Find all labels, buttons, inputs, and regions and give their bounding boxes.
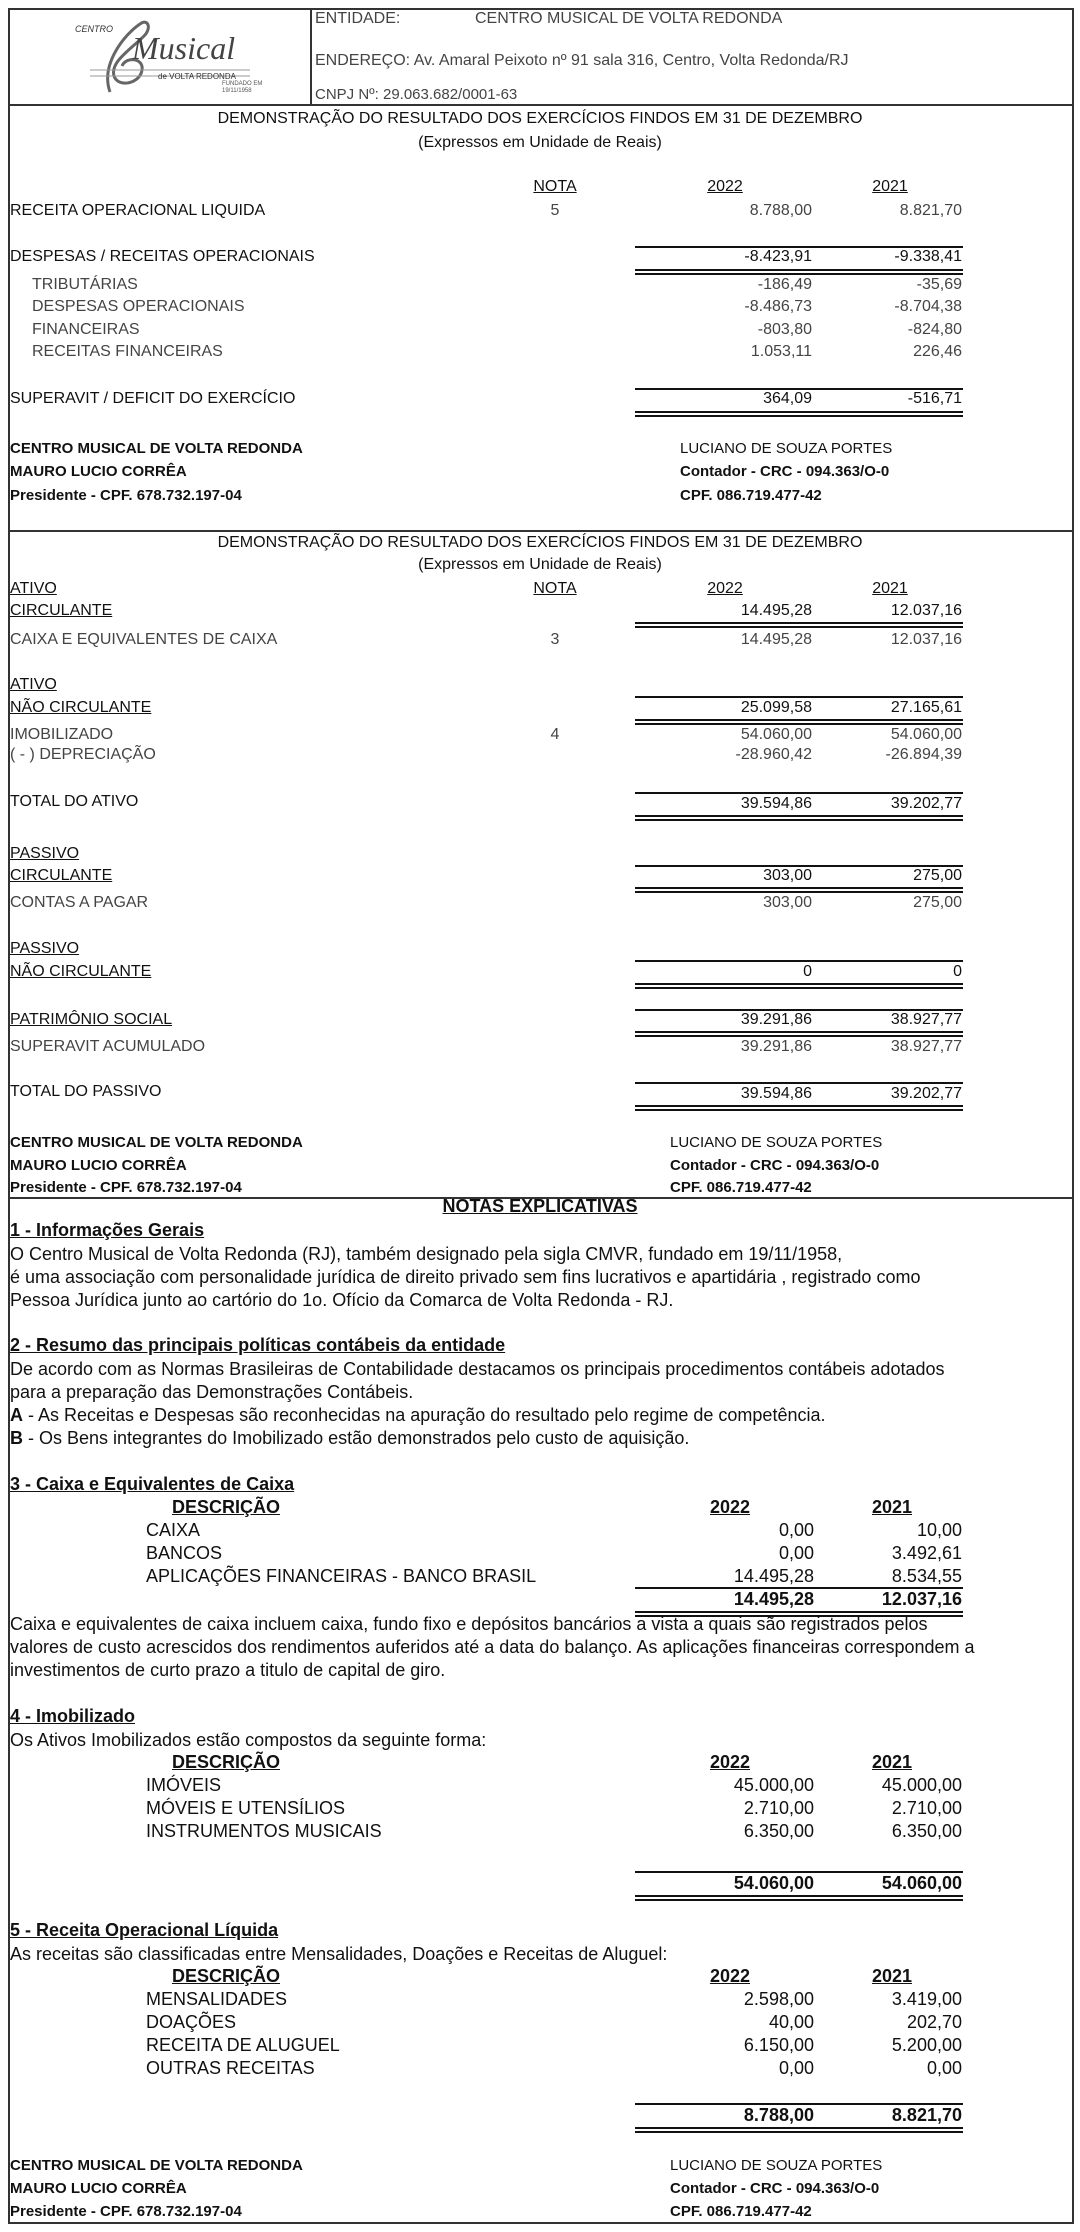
bp-ta-rule [635, 815, 963, 821]
s2-line-0: De acordo com as Normas Brasileiras de Contabilidade destacamos os principais procedimentos contábeis adotados [10, 1359, 945, 1379]
s3-h-2021: 2021 [871, 1497, 912, 1517]
sig3-right3: CPF. 086.719.477-42 [670, 2203, 812, 2220]
bp-pc-2022: 303,00 [763, 867, 812, 884]
bp-imob-2022: 54.060,00 [740, 726, 812, 743]
bp-pc-2021: 275,00 [913, 867, 962, 884]
superavit-2022: 364,09 [763, 390, 812, 407]
bp-pat-rule [635, 1031, 963, 1037]
dre-item-2-2021: -824,80 [907, 321, 962, 338]
bp-total-passivo: TOTAL DO PASSIVO [10, 1083, 162, 1100]
bp-nc-rule [635, 719, 963, 725]
s3-row-2-desc: APLICAÇÕES FINANCEIRAS - BANCO BRASIL [146, 1566, 537, 1586]
s4-row-1-2021: 2.710,00 [891, 1798, 962, 1818]
bp-p-circulante: CIRCULANTE [10, 867, 113, 884]
s4-total-rule [635, 1895, 963, 1901]
bp-ta-2022: 39.594,86 [740, 795, 812, 812]
bp-depr-2021: -26.894,39 [885, 746, 962, 763]
bp-tp-2022: 39.594,86 [740, 1085, 812, 1102]
header-bottom-line [8, 104, 1074, 106]
dre-item-1-2021: -8.704,38 [894, 298, 962, 315]
s4-row-1-desc: MÓVEIS E UTENSÍLIOS [146, 1798, 346, 1818]
bp-ativo2: ATIVO [10, 676, 57, 693]
bp-caixa-label: CAIXA E EQUIVALENTES DE CAIXA [10, 631, 278, 648]
s3-line-1: valores de custo acrescidos dos rendimentos auferidos até a data do balanço. As aplicações financeiras correspondem a [10, 1637, 975, 1657]
dre-col-2022: 2022 [707, 178, 743, 195]
s4-h-2021: 2021 [871, 1752, 912, 1772]
sig2-left2: MAURO LUCIO CORRÊA [10, 1157, 187, 1174]
bp-passivo: PASSIVO [10, 845, 80, 862]
superavit-2021: -516,71 [907, 390, 962, 407]
sig3-left2: MAURO LUCIO CORRÊA [10, 2180, 187, 2197]
dre-item-2-label: FINANCEIRAS [32, 321, 140, 338]
s5-h-2022: 2022 [709, 1966, 750, 1986]
bp-subtitle: (Expressos em Unidade de Reais) [418, 556, 662, 573]
s3-row-0-2021: 10,00 [916, 1520, 962, 1540]
s5-h-desc: DESCRIÇÃO [172, 1966, 281, 1986]
dre-item-3-label: RECEITAS FINANCEIRAS [32, 343, 223, 360]
s4-row-0-2021: 45.000,00 [881, 1775, 962, 1795]
s5-row-0-2021: 3.419,00 [891, 1989, 962, 2009]
dre-subtitle: (Expressos em Unidade de Reais) [418, 134, 662, 151]
s3-h-desc: DESCRIÇÃO [172, 1497, 281, 1517]
bp-tp-top-rule [635, 1082, 963, 1084]
s5-title: 5 - Receita Operacional Líquida [10, 1920, 279, 1940]
s5-row-3-2022: 0,00 [778, 2058, 814, 2078]
s4-title: 4 - Imobilizado [10, 1706, 136, 1726]
superavit-bottom-rule [635, 411, 963, 417]
bp-p-nao-circulante: NÃO CIRCULANTE [10, 963, 152, 980]
bp-ta-top-rule [635, 792, 963, 794]
dre-item-1-label: DESPESAS OPERACIONAIS [32, 298, 245, 315]
entidade-value: CENTRO MUSICAL DE VOLTA REDONDA [475, 10, 783, 27]
frame-right [1072, 8, 1074, 2224]
entidade-label: ENTIDADE: [315, 10, 401, 27]
sig3-left3: Presidente - CPF. 678.732.197-04 [10, 2203, 242, 2220]
s4-row-2-2022: 6.350,00 [743, 1821, 814, 1841]
receita-2021: 8.821,70 [899, 202, 962, 219]
logo-line3: de VOLTA REDONDA [158, 72, 236, 81]
s5-row-3-2021: 0,00 [926, 2058, 962, 2078]
logo-line1: CENTRO [75, 24, 113, 34]
sig2-right1: LUCIANO DE SOUZA PORTES [670, 1134, 883, 1151]
receita-label: RECEITA OPERACIONAL LIQUIDA [10, 202, 266, 219]
header-divider [310, 8, 312, 104]
bp-ativo: ATIVO [10, 580, 57, 597]
endereco: ENDEREÇO: Av. Amaral Peixoto nº 91 sala 316, Centro, Volta Redonda/RJ [315, 52, 849, 69]
dre-col-nota: NOTA [533, 178, 577, 195]
logo [70, 14, 270, 98]
bp-tp-rule [635, 1105, 963, 1111]
sig2-right3: CPF. 086.719.477-42 [670, 1179, 812, 1196]
bp-col-nota: NOTA [533, 580, 577, 597]
dre-title: DEMONSTRAÇÃO DO RESULTADO DOS EXERCÍCIOS FINDOS EM 31 DE DEZEMBRO [217, 110, 863, 127]
frame-bottom [8, 2222, 1074, 2224]
bp-sa-label: SUPERAVIT ACUMULADO [10, 1038, 206, 1055]
despesas-label: DESPESAS / RECEITAS OPERACIONAIS [10, 248, 315, 265]
dre-item-1-2022: -8.486,73 [744, 298, 812, 315]
bp-depr-label: ( - ) DEPRECIAÇÃO [10, 746, 156, 763]
bp-imob-nota: 4 [550, 726, 560, 743]
s5-row-2-desc: RECEITA DE ALUGUEL [146, 2035, 340, 2055]
superavit-label: SUPERAVIT / DEFICIT DO EXERCÍCIO [10, 390, 296, 407]
s5-row-0-2022: 2.598,00 [743, 1989, 814, 2009]
dre-item-2-2022: -803,80 [757, 321, 812, 338]
s1-line-0: O Centro Musical de Volta Redonda (RJ), também designado pela sigla CMVR, fundado em 19/11/1958, [10, 1244, 843, 1264]
sig3-right2: Contador - CRC - 094.363/O-0 [670, 2180, 880, 2197]
s3-row-1-2022: 0,00 [778, 1543, 814, 1563]
logo-line2: Musical [132, 30, 236, 66]
s1-line-1: é uma associação com personalidade jurídica de direito privado sem fins lucrativos e apartidária , registrado como [10, 1267, 921, 1287]
s5-h-2021: 2021 [871, 1966, 912, 1986]
s4-intro: Os Ativos Imobilizados estão compostos da seguinte forma: [10, 1730, 487, 1750]
s4-row-2-desc: INSTRUMENTOS MUSICAIS [146, 1821, 382, 1841]
s4-h-desc: DESCRIÇÃO [172, 1752, 281, 1772]
bp-col-2022: 2022 [707, 580, 743, 597]
sig1-right3: CPF. 086.719.477-42 [680, 487, 822, 504]
s4-total-2021: 54.060,00 [881, 1873, 962, 1893]
bp-pnc-top-rule [635, 960, 963, 962]
bp-imob-2021: 54.060,00 [890, 726, 962, 743]
bp-title: DEMONSTRAÇÃO DO RESULTADO DOS EXERCÍCIOS FINDOS EM 31 DE DEZEMBRO [217, 534, 863, 551]
s2-a-letter: A [10, 1405, 23, 1425]
s3-row-2-2021: 8.534,55 [891, 1566, 962, 1586]
logo-line4: FUNDADO EM [222, 81, 263, 87]
s2-b-letter: B [10, 1428, 23, 1448]
frame-left [8, 8, 10, 2224]
sig2-left3: Presidente - CPF. 678.732.197-04 [10, 1179, 242, 1196]
s5-row-1-desc: DOAÇÕES [146, 2012, 237, 2032]
s2-b-text: - Os Bens integrantes do Imobilizado estão demonstrados pelo custo de aquisição. [23, 1428, 690, 1448]
bp-nc-top-rule [635, 696, 963, 698]
bp-pat-2022: 39.291,86 [740, 1011, 812, 1028]
s2-title: 2 - Resumo das principais políticas contábeis da entidade [10, 1335, 506, 1355]
s3-row-0-2022: 0,00 [778, 1520, 814, 1540]
s3-row-2-2022: 14.495,28 [733, 1566, 814, 1586]
s1-title: 1 - Informações Gerais [10, 1220, 205, 1240]
bp-circulante-2022: 14.495,28 [740, 602, 812, 619]
bp-caixa-2021: 12.037,16 [890, 631, 962, 648]
bp-pat-2021: 38.927,77 [890, 1011, 962, 1028]
s1-line-2: Pessoa Jurídica junto ao cartório do 1o. Ofício da Comarca de Volta Redonda - RJ. [10, 1290, 674, 1310]
s5-total-rule [635, 2127, 963, 2133]
logo-line5: 19/11/1958 [222, 88, 252, 94]
receita-2022: 8.788,00 [749, 202, 812, 219]
dre-item-3-2021: 226,46 [913, 343, 962, 360]
bp-contas-2022: 303,00 [763, 894, 812, 911]
s4-row-1-2022: 2.710,00 [743, 1798, 814, 1818]
s4-row-0-2022: 45.000,00 [733, 1775, 814, 1795]
despesas-2022: -8.423,91 [744, 248, 812, 265]
sig1-left1: CENTRO MUSICAL DE VOLTA REDONDA [10, 440, 303, 457]
sig1-right2: Contador - CRC - 094.363/O-0 [680, 463, 890, 480]
dre-col-2021: 2021 [872, 178, 908, 195]
s2-b [10, 1427, 689, 1450]
bp-pc-rule [635, 887, 963, 893]
s2-a [10, 1404, 825, 1427]
bp-col-2021: 2021 [872, 580, 908, 597]
bp-ta-2021: 39.202,77 [890, 795, 962, 812]
sig3-left1: CENTRO MUSICAL DE VOLTA REDONDA [10, 2157, 303, 2174]
bp-caixa-nota: 3 [550, 631, 560, 648]
s5-row-2-2021: 5.200,00 [891, 2035, 962, 2055]
bp-sa-2022: 39.291,86 [740, 1038, 812, 1055]
dre-item-0-label: TRIBUTÁRIAS [32, 276, 138, 293]
sig2-left1: CENTRO MUSICAL DE VOLTA REDONDA [10, 1134, 303, 1151]
sig1-left3: Presidente - CPF. 678.732.197-04 [10, 487, 242, 504]
notas-title: NOTAS EXPLICATIVAS [442, 1196, 638, 1216]
s4-h-2022: 2022 [709, 1752, 750, 1772]
sig1-left2: MAURO LUCIO CORRÊA [10, 463, 187, 480]
s3-row-0-desc: CAIXA [146, 1520, 201, 1540]
despesas-2021: -9.338,41 [894, 248, 962, 265]
s3-row-1-desc: BANCOS [146, 1543, 223, 1563]
s5-total-2021: 8.821,70 [891, 2105, 962, 2125]
cnpj: CNPJ Nº: 29.063.682/0001-63 [315, 86, 518, 103]
s3-row-1-2021: 3.492,61 [891, 1543, 962, 1563]
s3-title: 3 - Caixa e Equivalentes de Caixa [10, 1474, 295, 1494]
bp-depr-2022: -28.960,42 [735, 746, 812, 763]
bp-circulante: CIRCULANTE [10, 602, 113, 619]
s3-line-2: investimentos de curto prazo a titulo de capital de giro. [10, 1660, 446, 1680]
s5-row-1-2022: 40,00 [768, 2012, 814, 2032]
bp-nc-2022: 25.099,58 [740, 699, 812, 716]
bp-passivo2: PASSIVO [10, 940, 80, 957]
s2-line-1: para a preparação das Demonstrações Contábeis. [10, 1382, 414, 1402]
bp-pnc-2022: 0 [803, 963, 812, 980]
s3-h-2022: 2022 [709, 1497, 750, 1517]
bp-patrimonio: PATRIMÔNIO SOCIAL [10, 1011, 173, 1028]
bp-contas-2021: 275,00 [913, 894, 962, 911]
bp-sa-2021: 38.927,77 [890, 1038, 962, 1055]
s5-row-2-2022: 6.150,00 [743, 2035, 814, 2055]
s5-row-0-desc: MENSALIDADES [146, 1989, 288, 2009]
s5-intro: As receitas são classificadas entre Mensalidades, Doações e Receitas de Aluguel: [10, 1944, 668, 1964]
bp-circulante-rule [635, 622, 963, 628]
s4-row-2-2021: 6.350,00 [891, 1821, 962, 1841]
dre-item-3-2022: 1.053,11 [750, 343, 812, 360]
dre-item-0-2021: -35,69 [916, 276, 962, 293]
bp-caixa-2022: 14.495,28 [740, 631, 812, 648]
s4-total-2022: 54.060,00 [733, 1873, 814, 1893]
sig2-right2: Contador - CRC - 094.363/O-0 [670, 1157, 880, 1174]
section-line-1 [8, 530, 1074, 532]
s5-total-2022: 8.788,00 [743, 2105, 814, 2125]
s2-a-text: - As Receitas e Despesas são reconhecidas na apuração do resultado pelo regime de competência. [23, 1405, 826, 1425]
receita-nota: 5 [550, 202, 560, 219]
bp-imob-label: IMOBILIZADO [10, 726, 114, 743]
despesas-bottom-rule [635, 269, 963, 275]
bp-contas-label: CONTAS A PAGAR [10, 894, 149, 911]
bp-circulante-2021: 12.037,16 [890, 602, 962, 619]
bp-pnc-rule [635, 983, 963, 989]
dre-item-0-2022: -186,49 [757, 276, 812, 293]
bp-total-ativo: TOTAL DO ATIVO [10, 793, 139, 810]
s3-total-2022: 14.495,28 [733, 1589, 814, 1609]
bp-pnc-2021: 0 [953, 963, 962, 980]
bp-nao-circulante: NÃO CIRCULANTE [10, 699, 152, 716]
sig1-right1: LUCIANO DE SOUZA PORTES [680, 440, 893, 457]
sig3-right1: LUCIANO DE SOUZA PORTES [670, 2157, 883, 2174]
s5-row-1-2021: 202,70 [906, 2012, 962, 2032]
bp-nc-2021: 27.165,61 [890, 699, 962, 716]
s3-line-0: Caixa e equivalentes de caixa incluem caixa, fundo fixo e depósitos bancários a vista a quais são registrados pelos [10, 1614, 928, 1634]
bp-tp-2021: 39.202,77 [890, 1085, 962, 1102]
s4-row-0-desc: IMÓVEIS [146, 1775, 222, 1795]
s5-row-3-desc: OUTRAS RECEITAS [146, 2058, 315, 2078]
s3-total-2021: 12.037,16 [881, 1589, 962, 1609]
